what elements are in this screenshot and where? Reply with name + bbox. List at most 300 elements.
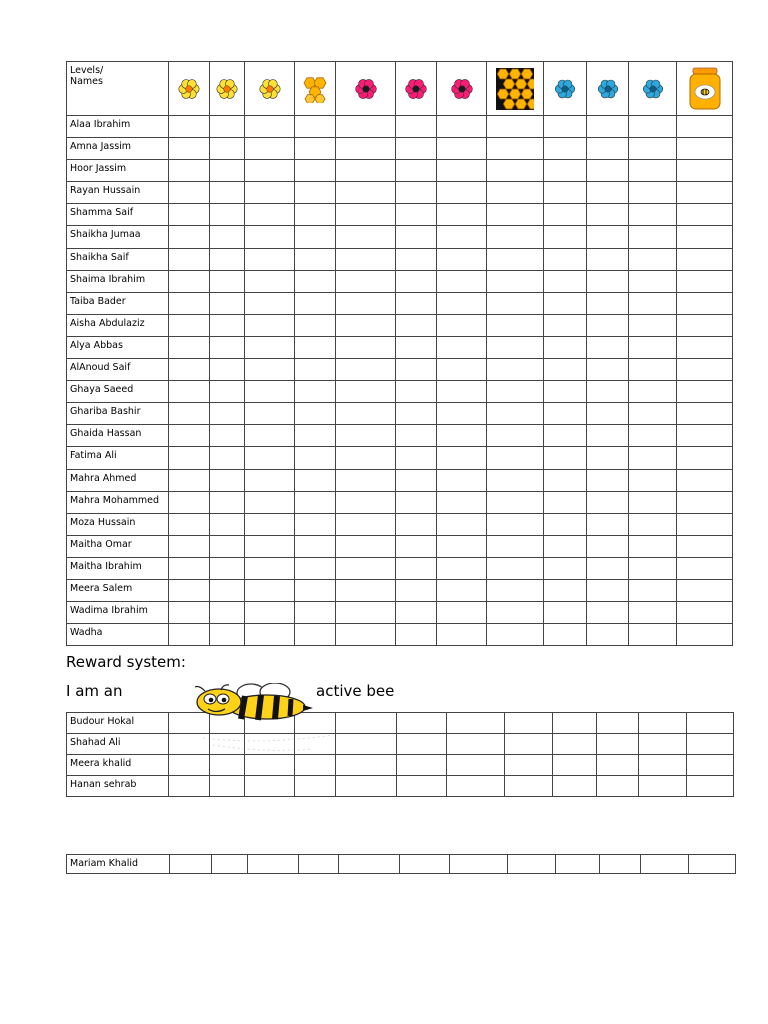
level-cell[interactable] [169, 204, 210, 226]
level-cell[interactable] [169, 336, 210, 358]
level-cell[interactable] [556, 855, 600, 874]
level-cell[interactable] [544, 116, 587, 138]
level-cell[interactable] [245, 314, 295, 336]
level-cell[interactable] [544, 314, 587, 336]
level-cell[interactable] [396, 381, 437, 403]
level-cell[interactable] [677, 624, 733, 646]
level-cell[interactable] [295, 579, 336, 601]
level-cell[interactable] [397, 734, 447, 755]
level-cell[interactable] [544, 491, 587, 513]
level-cell[interactable] [677, 292, 733, 314]
level-cell[interactable] [245, 491, 295, 513]
level-cell[interactable] [587, 138, 629, 160]
level-cell[interactable] [437, 226, 487, 248]
level-cell[interactable] [437, 182, 487, 204]
level-cell[interactable] [597, 734, 639, 755]
level-cell[interactable] [295, 204, 336, 226]
level-cell[interactable] [245, 469, 295, 491]
level-cell[interactable] [487, 447, 544, 469]
level-cell[interactable] [336, 557, 396, 579]
level-cell[interactable] [336, 447, 396, 469]
level-cell[interactable] [245, 579, 295, 601]
level-cell[interactable] [245, 602, 295, 624]
level-cell[interactable] [677, 403, 733, 425]
level-cell[interactable] [169, 602, 210, 624]
level-cell[interactable] [487, 579, 544, 601]
level-cell[interactable] [437, 447, 487, 469]
level-cell[interactable] [587, 624, 629, 646]
level-cell[interactable] [336, 403, 396, 425]
level-cell[interactable] [336, 138, 396, 160]
level-cell[interactable] [487, 204, 544, 226]
level-cell[interactable] [677, 182, 733, 204]
level-cell[interactable] [396, 292, 437, 314]
level-cell[interactable] [169, 469, 210, 491]
level-cell[interactable] [295, 425, 336, 447]
level-cell[interactable] [170, 855, 212, 874]
level-cell[interactable] [544, 138, 587, 160]
level-cell[interactable] [487, 403, 544, 425]
level-cell[interactable] [629, 624, 677, 646]
level-cell[interactable] [553, 755, 597, 776]
level-cell[interactable] [336, 160, 396, 182]
level-cell[interactable] [629, 381, 677, 403]
level-cell[interactable] [245, 116, 295, 138]
level-cell[interactable] [295, 535, 336, 557]
level-cell[interactable] [487, 314, 544, 336]
level-cell[interactable] [544, 381, 587, 403]
level-cell[interactable] [587, 381, 629, 403]
level-cell[interactable] [295, 116, 336, 138]
level-cell[interactable] [544, 624, 587, 646]
level-cell[interactable] [677, 602, 733, 624]
level-cell[interactable] [169, 513, 210, 535]
level-cell[interactable] [689, 855, 736, 874]
level-cell[interactable] [487, 182, 544, 204]
level-cell[interactable] [336, 292, 396, 314]
level-cell[interactable] [587, 292, 629, 314]
level-cell[interactable] [639, 776, 687, 797]
level-cell[interactable] [677, 513, 733, 535]
level-cell[interactable] [212, 855, 248, 874]
level-cell[interactable] [677, 270, 733, 292]
level-cell[interactable] [639, 734, 687, 755]
level-cell[interactable] [295, 292, 336, 314]
level-cell[interactable] [629, 116, 677, 138]
level-cell[interactable] [629, 248, 677, 270]
level-cell[interactable] [437, 204, 487, 226]
level-cell[interactable] [487, 116, 544, 138]
level-cell[interactable] [677, 535, 733, 557]
level-cell[interactable] [639, 755, 687, 776]
level-cell[interactable] [487, 226, 544, 248]
level-cell[interactable] [437, 513, 487, 535]
level-cell[interactable] [245, 624, 295, 646]
level-cell[interactable] [210, 204, 245, 226]
level-cell[interactable] [544, 292, 587, 314]
level-cell[interactable] [677, 425, 733, 447]
level-cell[interactable] [396, 138, 437, 160]
level-cell[interactable] [336, 513, 396, 535]
level-cell[interactable] [339, 855, 400, 874]
level-cell[interactable] [544, 204, 587, 226]
level-cell[interactable] [169, 755, 210, 776]
level-cell[interactable] [544, 513, 587, 535]
level-cell[interactable] [245, 447, 295, 469]
level-cell[interactable] [396, 403, 437, 425]
level-cell[interactable] [629, 204, 677, 226]
level-cell[interactable] [210, 160, 245, 182]
level-cell[interactable] [447, 776, 505, 797]
level-cell[interactable] [336, 602, 396, 624]
level-cell[interactable] [450, 855, 508, 874]
level-cell[interactable] [336, 776, 397, 797]
level-cell[interactable] [544, 270, 587, 292]
level-cell[interactable] [677, 469, 733, 491]
level-cell[interactable] [245, 138, 295, 160]
level-cell[interactable] [245, 403, 295, 425]
level-cell[interactable] [336, 182, 396, 204]
level-cell[interactable] [169, 160, 210, 182]
level-cell[interactable] [587, 359, 629, 381]
level-cell[interactable] [396, 359, 437, 381]
level-cell[interactable] [245, 292, 295, 314]
level-cell[interactable] [210, 755, 245, 776]
level-cell[interactable] [629, 513, 677, 535]
level-cell[interactable] [544, 425, 587, 447]
level-cell[interactable] [210, 336, 245, 358]
level-cell[interactable] [396, 469, 437, 491]
level-cell[interactable] [687, 734, 734, 755]
level-cell[interactable] [629, 535, 677, 557]
level-cell[interactable] [169, 292, 210, 314]
level-cell[interactable] [396, 624, 437, 646]
level-cell[interactable] [210, 270, 245, 292]
level-cell[interactable] [487, 292, 544, 314]
level-cell[interactable] [210, 469, 245, 491]
level-cell[interactable] [629, 226, 677, 248]
level-cell[interactable] [397, 776, 447, 797]
level-cell[interactable] [629, 292, 677, 314]
level-cell[interactable] [544, 182, 587, 204]
level-cell[interactable] [437, 602, 487, 624]
level-cell[interactable] [396, 336, 437, 358]
level-cell[interactable] [629, 270, 677, 292]
level-cell[interactable] [169, 491, 210, 513]
level-cell[interactable] [437, 491, 487, 513]
level-cell[interactable] [210, 513, 245, 535]
level-cell[interactable] [295, 160, 336, 182]
level-cell[interactable] [544, 602, 587, 624]
level-cell[interactable] [336, 314, 396, 336]
level-cell[interactable] [397, 755, 447, 776]
level-cell[interactable] [587, 602, 629, 624]
level-cell[interactable] [544, 226, 587, 248]
level-cell[interactable] [629, 557, 677, 579]
level-cell[interactable] [336, 248, 396, 270]
level-cell[interactable] [544, 160, 587, 182]
level-cell[interactable] [437, 579, 487, 601]
level-cell[interactable] [396, 491, 437, 513]
level-cell[interactable] [677, 491, 733, 513]
level-cell[interactable] [210, 557, 245, 579]
level-cell[interactable] [487, 624, 544, 646]
level-cell[interactable] [587, 513, 629, 535]
level-cell[interactable] [169, 116, 210, 138]
level-cell[interactable] [544, 248, 587, 270]
level-cell[interactable] [544, 557, 587, 579]
level-cell[interactable] [677, 248, 733, 270]
level-cell[interactable] [169, 314, 210, 336]
level-cell[interactable] [336, 425, 396, 447]
level-cell[interactable] [553, 776, 597, 797]
level-cell[interactable] [245, 359, 295, 381]
level-cell[interactable] [629, 469, 677, 491]
level-cell[interactable] [505, 734, 553, 755]
level-cell[interactable] [505, 776, 553, 797]
level-cell[interactable] [437, 381, 487, 403]
level-cell[interactable] [641, 855, 689, 874]
level-cell[interactable] [336, 359, 396, 381]
level-cell[interactable] [210, 248, 245, 270]
level-cell[interactable] [295, 226, 336, 248]
level-cell[interactable] [687, 755, 734, 776]
level-cell[interactable] [487, 336, 544, 358]
level-cell[interactable] [505, 755, 553, 776]
level-cell[interactable] [336, 226, 396, 248]
level-cell[interactable] [396, 535, 437, 557]
level-cell[interactable] [169, 248, 210, 270]
level-cell[interactable] [396, 513, 437, 535]
level-cell[interactable] [597, 713, 639, 734]
level-cell[interactable] [210, 359, 245, 381]
level-cell[interactable] [487, 602, 544, 624]
level-cell[interactable] [629, 447, 677, 469]
level-cell[interactable] [487, 359, 544, 381]
level-cell[interactable] [396, 602, 437, 624]
level-cell[interactable] [295, 403, 336, 425]
level-cell[interactable] [587, 314, 629, 336]
level-cell[interactable] [544, 403, 587, 425]
level-cell[interactable] [210, 314, 245, 336]
level-cell[interactable] [245, 270, 295, 292]
level-cell[interactable] [245, 557, 295, 579]
level-cell[interactable] [169, 381, 210, 403]
level-cell[interactable] [487, 535, 544, 557]
level-cell[interactable] [587, 248, 629, 270]
level-cell[interactable] [299, 855, 339, 874]
level-cell[interactable] [544, 359, 587, 381]
level-cell[interactable] [587, 160, 629, 182]
level-cell[interactable] [587, 557, 629, 579]
level-cell[interactable] [587, 336, 629, 358]
level-cell[interactable] [396, 226, 437, 248]
level-cell[interactable] [587, 579, 629, 601]
level-cell[interactable] [677, 359, 733, 381]
level-cell[interactable] [597, 776, 639, 797]
level-cell[interactable] [629, 138, 677, 160]
level-cell[interactable] [396, 248, 437, 270]
level-cell[interactable] [553, 734, 597, 755]
level-cell[interactable] [295, 270, 336, 292]
level-cell[interactable] [295, 359, 336, 381]
level-cell[interactable] [487, 469, 544, 491]
level-cell[interactable] [396, 270, 437, 292]
level-cell[interactable] [437, 292, 487, 314]
level-cell[interactable] [487, 270, 544, 292]
level-cell[interactable] [396, 447, 437, 469]
level-cell[interactable] [210, 535, 245, 557]
level-cell[interactable] [447, 734, 505, 755]
level-cell[interactable] [677, 336, 733, 358]
level-cell[interactable] [400, 855, 450, 874]
level-cell[interactable] [587, 447, 629, 469]
level-cell[interactable] [544, 579, 587, 601]
level-cell[interactable] [245, 381, 295, 403]
level-cell[interactable] [677, 381, 733, 403]
level-cell[interactable] [487, 248, 544, 270]
level-cell[interactable] [210, 491, 245, 513]
level-cell[interactable] [437, 624, 487, 646]
level-cell[interactable] [437, 116, 487, 138]
level-cell[interactable] [587, 425, 629, 447]
level-cell[interactable] [587, 116, 629, 138]
level-cell[interactable] [544, 469, 587, 491]
level-cell[interactable] [437, 557, 487, 579]
level-cell[interactable] [336, 491, 396, 513]
level-cell[interactable] [677, 579, 733, 601]
level-cell[interactable] [295, 624, 336, 646]
level-cell[interactable] [210, 138, 245, 160]
level-cell[interactable] [487, 381, 544, 403]
level-cell[interactable] [629, 403, 677, 425]
level-cell[interactable] [169, 557, 210, 579]
level-cell[interactable] [396, 204, 437, 226]
level-cell[interactable] [587, 403, 629, 425]
level-cell[interactable] [245, 776, 295, 797]
level-cell[interactable] [245, 755, 295, 776]
level-cell[interactable] [629, 182, 677, 204]
level-cell[interactable] [677, 138, 733, 160]
level-cell[interactable] [210, 182, 245, 204]
level-cell[interactable] [336, 204, 396, 226]
level-cell[interactable] [437, 270, 487, 292]
level-cell[interactable] [169, 403, 210, 425]
level-cell[interactable] [336, 381, 396, 403]
level-cell[interactable] [600, 855, 641, 874]
level-cell[interactable] [245, 204, 295, 226]
level-cell[interactable] [587, 535, 629, 557]
level-cell[interactable] [505, 713, 553, 734]
level-cell[interactable] [396, 557, 437, 579]
level-cell[interactable] [447, 713, 505, 734]
level-cell[interactable] [295, 755, 336, 776]
level-cell[interactable] [487, 557, 544, 579]
level-cell[interactable] [587, 270, 629, 292]
level-cell[interactable] [295, 602, 336, 624]
level-cell[interactable] [437, 336, 487, 358]
level-cell[interactable] [169, 182, 210, 204]
level-cell[interactable] [587, 182, 629, 204]
level-cell[interactable] [437, 138, 487, 160]
level-cell[interactable] [210, 776, 245, 797]
level-cell[interactable] [508, 855, 556, 874]
level-cell[interactable] [295, 776, 336, 797]
level-cell[interactable] [487, 491, 544, 513]
level-cell[interactable] [677, 226, 733, 248]
level-cell[interactable] [544, 535, 587, 557]
level-cell[interactable] [245, 425, 295, 447]
level-cell[interactable] [336, 755, 397, 776]
level-cell[interactable] [677, 447, 733, 469]
level-cell[interactable] [210, 447, 245, 469]
level-cell[interactable] [210, 292, 245, 314]
level-cell[interactable] [245, 182, 295, 204]
level-cell[interactable] [487, 513, 544, 535]
level-cell[interactable] [396, 425, 437, 447]
level-cell[interactable] [336, 579, 396, 601]
level-cell[interactable] [629, 314, 677, 336]
level-cell[interactable] [629, 579, 677, 601]
level-cell[interactable] [245, 160, 295, 182]
level-cell[interactable] [210, 381, 245, 403]
level-cell[interactable] [295, 182, 336, 204]
level-cell[interactable] [687, 776, 734, 797]
level-cell[interactable] [169, 624, 210, 646]
level-cell[interactable] [437, 403, 487, 425]
level-cell[interactable] [169, 579, 210, 601]
level-cell[interactable] [396, 116, 437, 138]
level-cell[interactable] [587, 226, 629, 248]
level-cell[interactable] [248, 855, 299, 874]
level-cell[interactable] [629, 602, 677, 624]
level-cell[interactable] [437, 314, 487, 336]
level-cell[interactable] [587, 491, 629, 513]
level-cell[interactable] [336, 469, 396, 491]
level-cell[interactable] [336, 624, 396, 646]
level-cell[interactable] [397, 713, 447, 734]
level-cell[interactable] [487, 160, 544, 182]
level-cell[interactable] [295, 469, 336, 491]
level-cell[interactable] [677, 314, 733, 336]
level-cell[interactable] [553, 713, 597, 734]
level-cell[interactable] [169, 535, 210, 557]
level-cell[interactable] [210, 425, 245, 447]
level-cell[interactable] [295, 138, 336, 160]
level-cell[interactable] [687, 713, 734, 734]
level-cell[interactable] [295, 447, 336, 469]
level-cell[interactable] [396, 160, 437, 182]
level-cell[interactable] [210, 624, 245, 646]
level-cell[interactable] [210, 602, 245, 624]
level-cell[interactable] [169, 425, 210, 447]
level-cell[interactable] [169, 776, 210, 797]
level-cell[interactable] [487, 138, 544, 160]
level-cell[interactable] [437, 425, 487, 447]
level-cell[interactable] [396, 314, 437, 336]
level-cell[interactable] [629, 359, 677, 381]
level-cell[interactable] [587, 204, 629, 226]
level-cell[interactable] [544, 336, 587, 358]
level-cell[interactable] [295, 513, 336, 535]
level-cell[interactable] [629, 336, 677, 358]
level-cell[interactable] [396, 182, 437, 204]
level-cell[interactable] [210, 403, 245, 425]
level-cell[interactable] [677, 204, 733, 226]
level-cell[interactable] [169, 359, 210, 381]
level-cell[interactable] [210, 226, 245, 248]
level-cell[interactable] [169, 226, 210, 248]
